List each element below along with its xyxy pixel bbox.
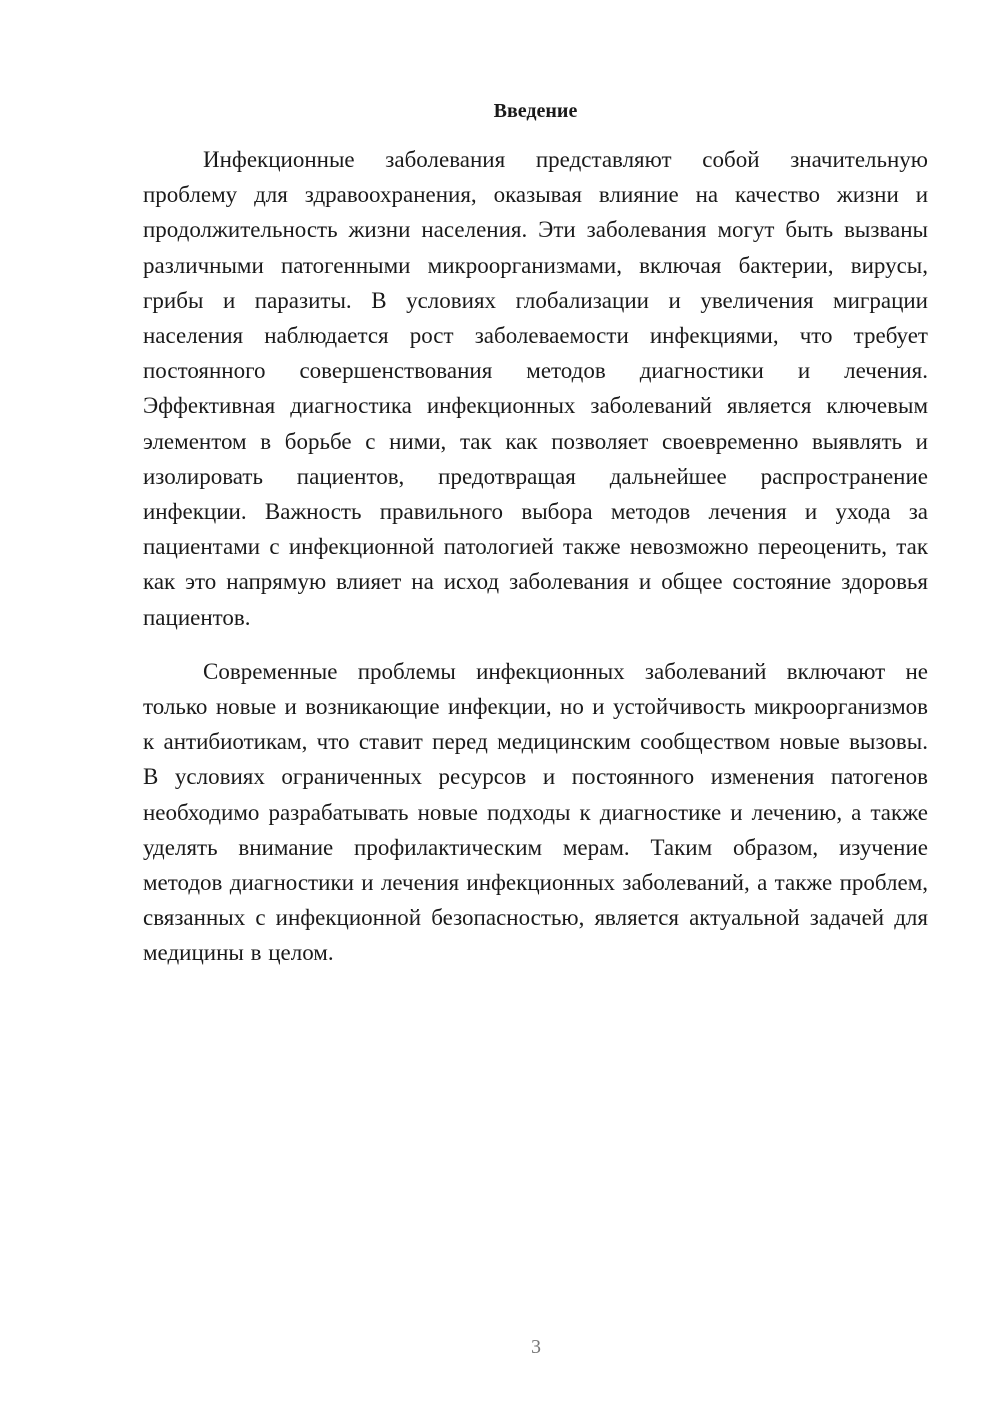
paragraph-problems: Современные проблемы инфекционных заболеваний включают не только новые и возникающие инфекции, но и устойчивость микроорганизмов к антибиотикам, что ставит перед медицинским сообществом новые вызовы. В условиях ограниченных ресурсов и постоянного изменения патогенов необходимо разрабатывать новые подходы к диагностике и лечению, а также уделять внимание профилактическим мерам. Таким образом, изучение методов диагностики и лечения инфекционных заболеваний, а также проблем, связанных с инфекционной безопасностью, является актуальной задачей для медицины в целом.	[143, 658, 928, 966]
section-heading: Введение	[493, 100, 578, 122]
body-text	[143, 142, 928, 971]
paragraph-intro: Инфекционные заболевания представляют собой значительную проблему для здравоохранения, оказывая влияние на качество жизни и продолжительность жизни населения. Эти заболевания могут быть вызваны различными патогенными микроорганизмами, включая бактерии, вирусы, грибы и паразиты. В условиях глобализации и увеличения миграции населения наблюдается рост заболеваемости инфекциями, что требует постоянного совершенствования методов диагностики и лечения. Эффективная диагностика инфекционных заболеваний является ключевым элементом в борьбе с ними, так как позволяет своевременно выявлять и изолировать пациентов, предотвращая дальнейшее распространение инфекции. Важность правильного выбора методов лечения и ухода за пациентами с инфекционной патологией также невозможно переоценить, так как это напрямую влияет на исход заболевания и общее состояние здоровья пациентов.	[143, 147, 928, 630]
page-number: 3	[531, 1336, 541, 1358]
